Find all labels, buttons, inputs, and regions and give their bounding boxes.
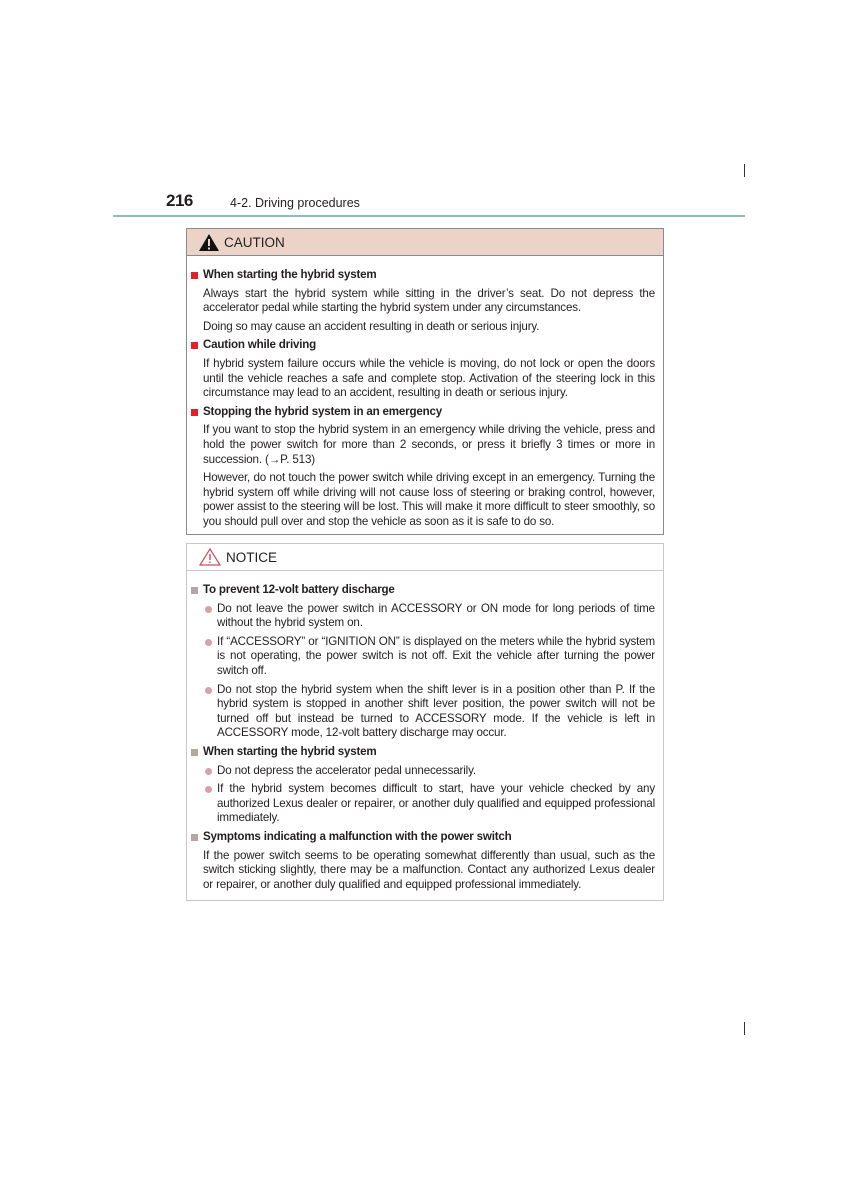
bullet-item [203, 683, 655, 741]
section-heading [191, 405, 655, 420]
caution-header [187, 229, 663, 256]
section-heading [191, 583, 655, 598]
notice-box [186, 543, 664, 901]
warning-triangle-outline-icon [199, 548, 221, 566]
paragraph: If you want to stop the hybrid system in an emergency while driving the vehicle, press and hold the power switch for more than 2 seconds, or press it briefly 3 times or more in succession. (→P. 513) [203, 423, 655, 466]
section-heading-text: When starting the hybrid system [203, 744, 377, 758]
circle-bullet-icon [205, 687, 212, 694]
caution-box [186, 228, 664, 535]
bullet-item [203, 602, 655, 631]
section-heading-text: Symptoms indicating a malfunction with the power switch [203, 829, 512, 843]
header-rule [113, 215, 745, 217]
section-heading-text: When starting the hybrid system [203, 268, 377, 281]
square-bullet-icon [191, 749, 198, 756]
section-title: 4-2. Driving procedures [230, 196, 360, 210]
section-heading [191, 745, 655, 760]
bullet-text: Do not depress the accelerator pedal unnecessarily. [217, 763, 476, 777]
square-bullet-icon [191, 587, 198, 594]
caution-title: CAUTION [224, 234, 285, 250]
section-heading [191, 268, 655, 283]
paragraph: Always start the hybrid system while sitting in the driver’s seat. Do not depress the accelerator pedal while starting the hybrid system under any circumstances. [203, 286, 655, 315]
section-heading [191, 830, 655, 845]
crop-mark-top [744, 164, 745, 177]
bullet-item [203, 635, 655, 679]
warning-triangle-icon [199, 234, 219, 251]
section-heading-text: Stopping the hybrid system in an emergency [203, 404, 442, 418]
paragraph: Doing so may cause an accident resulting in death or serious injury. [203, 319, 540, 333]
bullet-text: If “ACCESSORY” or “IGNITION ON” is displayed on the meters while the hybrid system is not operating, the power switch is not off. Exit the vehicle after turning the power switch off. [217, 634, 655, 677]
caution-body [187, 256, 663, 530]
page-number: 216 [166, 191, 193, 210]
square-bullet-icon [191, 342, 198, 349]
bullet-item [203, 782, 655, 826]
section-heading [191, 338, 655, 353]
paragraph: However, do not touch the power switch while driving except in an emergency. Turning the hybrid system off while driving will not cause loss of steering or braking control, however, power assist to the steering will be lost. This will make it more difficult to steer smoothly, so you should pull over and stop the vehicle as soon as it is safe to do so. [203, 471, 655, 528]
section-heading-text: Caution while driving [203, 338, 317, 352]
crop-mark-bottom [744, 1022, 745, 1035]
section-heading-text: To prevent 12-volt battery discharge [203, 583, 395, 596]
square-bullet-icon [191, 409, 198, 416]
circle-bullet-icon [205, 639, 212, 646]
paragraph: If hybrid system failure occurs while the vehicle is moving, do not lock or open the doors until the vehicle reaches a safe and complete stop. Activation of the steering lock in this circumstance may lead to an accident, resulting in death or serious injury. [203, 356, 655, 400]
bullet-text: Do not leave the power switch in ACCESSORY or ON mode for long periods of time without the hybrid system on. [217, 601, 655, 630]
square-bullet-icon [191, 272, 198, 279]
bullet-text: If the hybrid system becomes difficult to start, have your vehicle checked by any authorized Lexus dealer or repairer, or another duly qualified and equipped professional immediately. [217, 782, 655, 825]
notice-body [187, 571, 663, 892]
notice-header [187, 544, 663, 571]
circle-bullet-icon [205, 768, 212, 775]
notice-title: NOTICE [226, 549, 278, 565]
circle-bullet-icon [205, 606, 212, 613]
square-bullet-icon [191, 834, 198, 841]
bullet-item [203, 764, 655, 779]
paragraph: If the power switch seems to be operating somewhat differently than usual, such as the switch sticking slightly, there may be a malfunction. Contact any authorized Lexus dealer or repairer, or another duly qualified and equipped professional immediately. [203, 848, 655, 891]
bullet-text: Do not stop the hybrid system when the shift lever is in a position other than P. If the hybrid system is stopped in another shift lever position, the power switch will not be turned off but instead be turned to ACCESSORY mode. If the vehicle is left in ACCESSORY mode, 12-volt battery discharge may occur. [217, 682, 655, 740]
circle-bullet-icon [205, 786, 212, 793]
